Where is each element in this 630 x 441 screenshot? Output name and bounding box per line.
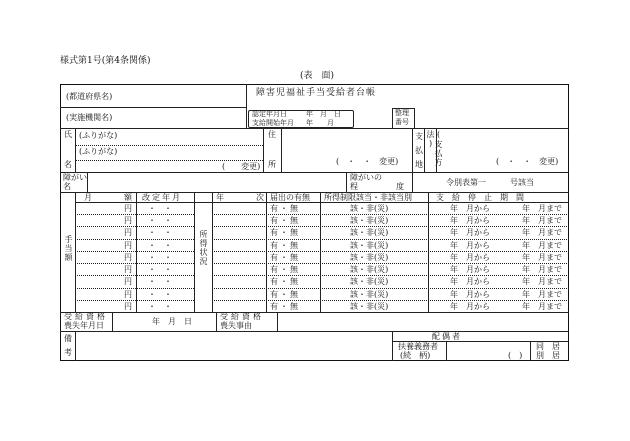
- kaitei-dots: ・ ・: [148, 241, 172, 250]
- todoke-aru-nashi: 有・無: [270, 302, 300, 311]
- seiri-label: 整理: [395, 109, 409, 117]
- amount-yen: 円: [124, 265, 132, 274]
- todoke-aru-nashi: 有・無: [270, 228, 300, 237]
- period-from: 年 月から: [450, 265, 490, 274]
- seigen-gai: 該・非(災): [350, 204, 389, 213]
- dokyo-kyo: 居: [552, 342, 560, 351]
- institution-name: (実施機関名): [66, 113, 113, 122]
- kaitei-dots: ・ ・: [148, 290, 172, 299]
- col-shikyu: 支給停止期間: [436, 193, 532, 202]
- fuyo-label: 扶養義務者: [398, 342, 438, 351]
- period-from: 年 月から: [450, 228, 490, 237]
- ledger-title: 障害児福祉手当受給者台帳: [256, 88, 377, 98]
- period-to: 年 月まで: [522, 216, 562, 225]
- period-from: 年 月から: [450, 241, 490, 250]
- kaitei-dots: ・ ・: [148, 277, 172, 286]
- teido-do: 度: [396, 182, 404, 191]
- allowance-row-rule-left: [75, 214, 194, 215]
- seigen-gai: 該・非(災): [350, 265, 389, 274]
- todoke-aru-nashi: 有・無: [270, 216, 300, 225]
- shikyu-value: 年 月: [306, 119, 334, 127]
- kaitei-dots: ・ ・: [148, 216, 172, 225]
- furigana-1: (ふりがな): [79, 131, 118, 140]
- kaitei-dots: ・ ・: [148, 204, 172, 213]
- period-from: 年 月から: [450, 302, 490, 311]
- col-todoke: 届出の有無: [270, 193, 310, 202]
- period-to: 年 月まで: [522, 241, 562, 250]
- allowance-row-rule-left: [75, 226, 194, 227]
- allowance-row-rule-left: [75, 251, 194, 252]
- period-to: 年 月まで: [522, 228, 562, 237]
- pay-method: (支払方法): [426, 130, 443, 167]
- period-from: 年 月から: [450, 290, 490, 299]
- col-month: 月: [84, 193, 92, 202]
- period-from: 年 月から: [450, 216, 490, 225]
- period-to: 年 月まで: [522, 277, 562, 286]
- period-from: 年 月から: [450, 253, 490, 262]
- allowance-row-rule-right: [212, 300, 569, 301]
- seigen-gai: 該・非(災): [350, 228, 389, 237]
- pay-chi: 地: [415, 160, 423, 169]
- shotoku-label: 所得状況: [199, 230, 208, 266]
- furigana-2: (ふりがな): [79, 147, 118, 156]
- period-to: 年 月まで: [522, 253, 562, 262]
- pay-change: ( ・ ・ 変更): [496, 157, 559, 166]
- bekkyo-kyo: 居: [552, 351, 560, 360]
- period-from: 年 月から: [450, 204, 490, 213]
- allowance-row-rule-left: [75, 263, 194, 264]
- kaitei-dots: ・ ・: [148, 302, 172, 311]
- qual-loss-c: 受給資格: [220, 312, 264, 321]
- amount-yen: 円: [124, 228, 132, 237]
- name-change: ( 変更): [222, 162, 261, 171]
- qual-loss-b: 喪失年月日: [64, 321, 104, 330]
- seigen-gai: 該・非(災): [350, 277, 389, 286]
- pay-shi: 支: [415, 132, 423, 141]
- amount-yen: 円: [124, 204, 132, 213]
- allowance-row-rule-right: [212, 275, 569, 276]
- amount-yen: 円: [124, 253, 132, 262]
- qual-loss-date: 年 月 日: [152, 317, 192, 326]
- nintei-label: 認定年月日: [252, 110, 287, 118]
- allowance-row-rule-left: [75, 275, 194, 276]
- nintei-value: 年 月 日: [306, 110, 341, 118]
- zokugara-paren: ( ): [508, 351, 523, 360]
- amount-yen: 円: [124, 302, 132, 311]
- todoke-aru-nashi: 有・無: [270, 265, 300, 274]
- period-from: 年 月から: [450, 277, 490, 286]
- name-shi: 氏: [64, 130, 72, 139]
- allowance-row-rule-right: [212, 239, 569, 240]
- col-kaitei: 改定年月: [142, 193, 182, 202]
- kaitei-dots: ・ ・: [148, 265, 172, 274]
- seigen-gai: 該・非(災): [350, 241, 389, 250]
- allowance-side-label: 手当額: [64, 235, 73, 262]
- allowance-row-rule-right: [212, 288, 569, 289]
- allowance-row-rule-right: [212, 263, 569, 264]
- col-amount: 額: [124, 193, 132, 202]
- seigen-gai: 該・非(災): [350, 290, 389, 299]
- col-ji: 次: [256, 193, 264, 202]
- col-year: 年: [216, 193, 224, 202]
- qual-loss-a: 受給資格: [64, 312, 108, 321]
- beppyo-text: 令別表第一 号該当: [446, 178, 534, 187]
- seigen-gai: 該・非(災): [350, 253, 389, 262]
- haigusha-label: 配偶者: [432, 332, 462, 341]
- addr-ju: 住: [268, 130, 276, 139]
- qual-loss-d: 喪失事由: [220, 321, 252, 330]
- period-to: 年 月まで: [522, 290, 562, 299]
- bekkyo-betsu: 別: [536, 351, 544, 360]
- addr-sho: 所: [268, 160, 276, 169]
- shogai-label: 障がい: [63, 173, 87, 182]
- period-to: 年 月まで: [522, 204, 562, 213]
- todoke-aru-nashi: 有・無: [270, 204, 300, 213]
- biko-2: 考: [64, 348, 72, 357]
- side-label: (表 面): [300, 71, 335, 81]
- allowance-row-rule-right: [212, 226, 569, 227]
- amount-yen: 円: [124, 241, 132, 250]
- period-to: 年 月まで: [522, 302, 562, 311]
- teido-label: 障がいの: [350, 173, 382, 182]
- zokugara-label: (続 柄): [400, 351, 431, 360]
- allowance-row-rule-right: [212, 251, 569, 252]
- name-mei: 名: [64, 160, 72, 169]
- todoke-aru-nashi: 有・無: [270, 277, 300, 286]
- col-seigen: 所得制限該当・非該当別: [324, 193, 412, 202]
- seigen-gai: 該・非(災): [350, 216, 389, 225]
- amount-yen: 円: [124, 216, 132, 225]
- allowance-row-rule-left: [75, 239, 194, 240]
- form-number: 様式第1号(第4条関係): [60, 56, 151, 66]
- allowance-row-rule-right: [212, 214, 569, 215]
- shogai-mei: 名: [63, 182, 71, 191]
- dokyo-do: 同: [536, 342, 544, 351]
- prefecture-name: (都道府県名): [66, 92, 113, 101]
- todoke-aru-nashi: 有・無: [270, 241, 300, 250]
- amount-yen: 円: [124, 290, 132, 299]
- amount-yen: 円: [124, 277, 132, 286]
- todoke-aru-nashi: 有・無: [270, 253, 300, 262]
- biko-1: 備: [64, 334, 72, 343]
- kaitei-dots: ・ ・: [148, 253, 172, 262]
- seigen-gai: 該・非(災): [350, 302, 389, 311]
- addr-change: ( ・ ・ 変更): [336, 157, 399, 166]
- bango-label: 番号: [395, 118, 409, 126]
- allowance-row-rule-left: [75, 300, 194, 301]
- allowance-row-rule-left: [75, 288, 194, 289]
- kaitei-dots: ・ ・: [148, 228, 172, 237]
- todoke-aru-nashi: 有・無: [270, 290, 300, 299]
- allowance-header-rule: [75, 202, 569, 203]
- pay-harai: 払: [415, 146, 423, 155]
- teido-tei: 程: [350, 182, 358, 191]
- period-to: 年 月まで: [522, 265, 562, 274]
- shikyu-label: 支給開始年月: [252, 119, 294, 127]
